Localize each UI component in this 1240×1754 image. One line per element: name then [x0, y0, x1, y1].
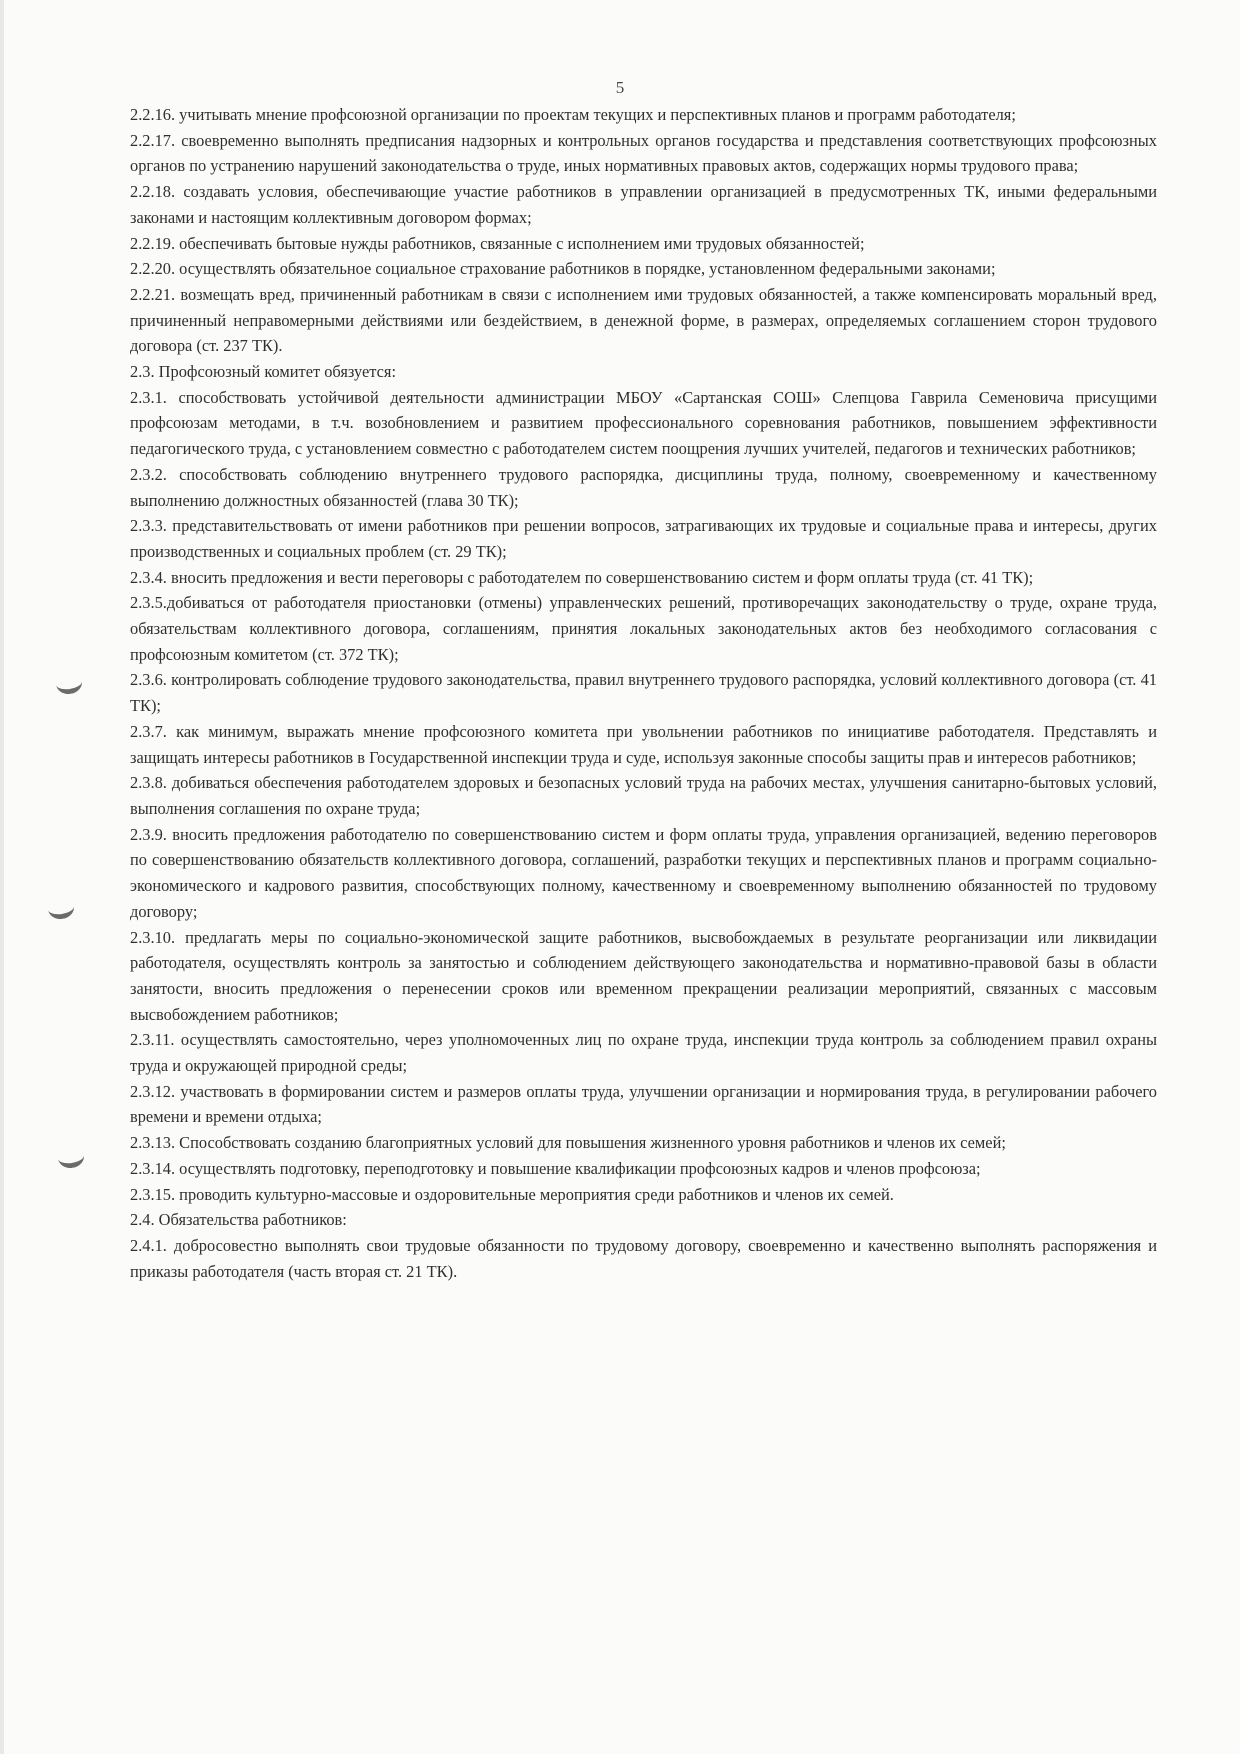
paragraph-2-2-19: 2.2.19. обеспечивать бытовые нужды работников, связанные с исполнением ими трудовых обязанностей; [130, 233, 865, 253]
paragraph-2-3-4: 2.3.4. вносить предложения и вести переговоры с работодателем по совершенствованию систем и форм оплаты труда (ст. 41 ТК); [130, 567, 1034, 587]
document-body [130, 102, 1157, 1284]
paragraph-2-2-17: 2.2.17. своевременно выполнять предписания надзорных и контрольных органов государства и представления соответствующих профсоюзных органов по устранению нарушений законодательства о труде, иных нормативных правовых актов, содержащих нормы трудового права; [130, 130, 1157, 176]
paragraph-2-3-12: 2.3.12. участвовать в формировании систем и размеров оплаты труда, улучшении организации и нормирования труда, в регулировании рабочего времени и времени отдыха; [130, 1081, 1157, 1127]
paragraph-2-3-10: 2.3.10. предлагать меры по социально-экономической защите работников, высвобождаемых в результате реорганизации или ликвидации работодателя, осуществлять контроль за занятостью и соблюдением действующего законодательства и нормативно-правовой базы в области занятости, вносить предложения о перенесении сроков или временном прекращении реализации мероприятий, связанных с массовым высвобождением работников; [130, 927, 1157, 1024]
scan-edge [0, 0, 4, 1754]
punch-hole-mark [55, 670, 84, 695]
paragraph-2-3-15: 2.3.15. проводить культурно-массовые и оздоровительные мероприятия среди работников и членов их семей. [130, 1184, 894, 1204]
paragraph-2-3-3: 2.3.3. представительствовать от имени работников при решении вопросов, затрагивающих их трудовые и социальные права и интересы, других производственных и социальных проблем (ст. 29 ТК); [130, 516, 1157, 561]
paragraph-2-2-21: 2.2.21. возмещать вред, причиненный работникам в связи с исполнением ими трудовых обязанностей, а также компенсировать моральный вред, причиненный неправомерными действиями или бездействием, в денежной форме, в размерах, определяемых соглашением сторон трудового договора (ст. 237 ТК). [130, 284, 1157, 356]
paragraph-2-3-11: 2.3.11. осуществлять самостоятельно, через уполномоченных лиц по охране труда, инспекции труда контроль за соблюдением правил охраны труда и окружающей природной среды; [130, 1030, 1157, 1076]
paragraph-2-3-7: 2.3.7. как минимум, выражать мнение профсоюзного комитета при увольнении работников по инициативе работодателя. Представлять и защищать интересы работников в Государственной инспекции труда и суде, используя законные способы защиты прав и интересов работников; [130, 721, 1157, 767]
paragraph-2-2-16: 2.2.16. учитывать мнение профсоюзной организации по проектам текущих и перспективных планов и программ работодателя; [130, 105, 1016, 124]
paragraph-2-3-2: 2.3.2. способствовать соблюдению внутреннего трудового распорядка, дисциплины труда, полному, своевременному и качественному выполнению должностных обязанностей (глава 30 ТК); [130, 464, 1157, 510]
paragraph-2-3-5: 2.3.5.добиваться от работодателя приостановки (отмены) управленческих решений, противоречащих законодательству о труде, охране труда, обязательствам коллективного договора, соглашениям, принятия локальных законодательных актов без необходимого согласования с профсоюзным комитетом (ст. 372 ТК); [130, 593, 1157, 664]
paragraph-2-3-1: 2.3.1. способствовать устойчивой деятельности администрации МБОУ «Сартанская СОШ» Слепцова Гаврила Семеновича присущими профсоюзам методами, в т.ч. возобновлением и развитием профессионального соревнования работников, повышением эффективности педагогического труда, с установлением совместно с работодателем систем поощрения лучших учителей, педагогов и технических работников; [130, 387, 1157, 459]
paragraph-2-3-9: 2.3.9. вносить предложения работодателю по совершенствованию систем и форм оплаты труда, управления организацией, ведению переговоров по совершенствованию обязательств коллективного договора, соглашений, разработки текущих и перспективных планов и программ социально-экономического и кадрового развития, способствующих полному, качественному и своевременному выполнению обязанностей по трудовому договору; [130, 824, 1157, 921]
paragraph-2-3-8: 2.3.8. добиваться обеспечения работодателем здоровых и безопасных условий труда на рабочих местах, улучшения санитарно-бытовых условий, выполнения соглашения по охране труда; [130, 773, 1157, 818]
page-number: 5 [615, 78, 625, 97]
section-heading-2-4: 2.4. Обязательства работников: [130, 1210, 347, 1230]
paragraph-2-2-20: 2.2.20. осуществлять обязательное социальное страхование работников в порядке, установленном федеральными законами; [130, 259, 996, 279]
paragraph-2-4-1: 2.4.1. добросовестно выполнять свои трудовые обязанности по трудовому договору, своевременно и качественно выполнять распоряжения и приказы работодателя (часть вторая ст. 21 ТК). [130, 1235, 1157, 1281]
paragraph-2-3-13: 2.3.13. Способствовать созданию благоприятных условий для повышения жизненного уровня работников и членов их семей; [130, 1133, 1006, 1153]
paragraph-2-3-14: 2.3.14. осуществлять подготовку, переподготовку и повышение квалификации профсоюзных кадров и членов профсоюза; [130, 1158, 981, 1178]
punch-hole-mark [57, 1144, 86, 1169]
paragraph-2-3-6: 2.3.6. контролировать соблюдение трудового законодательства, правил внутреннего трудового распорядка, условий коллективного договора (ст. 41 ТК); [130, 670, 1157, 716]
paragraph-2-2-18: 2.2.18. создавать условия, обеспечивающие участие работников в управлении организацией в предусмотренных ТК, иными федеральными законами и настоящим коллективным договором формах; [130, 182, 1157, 227]
section-heading-2-3: 2.3. Профсоюзный комитет обязуется: [130, 362, 397, 382]
punch-hole-mark [47, 895, 76, 920]
